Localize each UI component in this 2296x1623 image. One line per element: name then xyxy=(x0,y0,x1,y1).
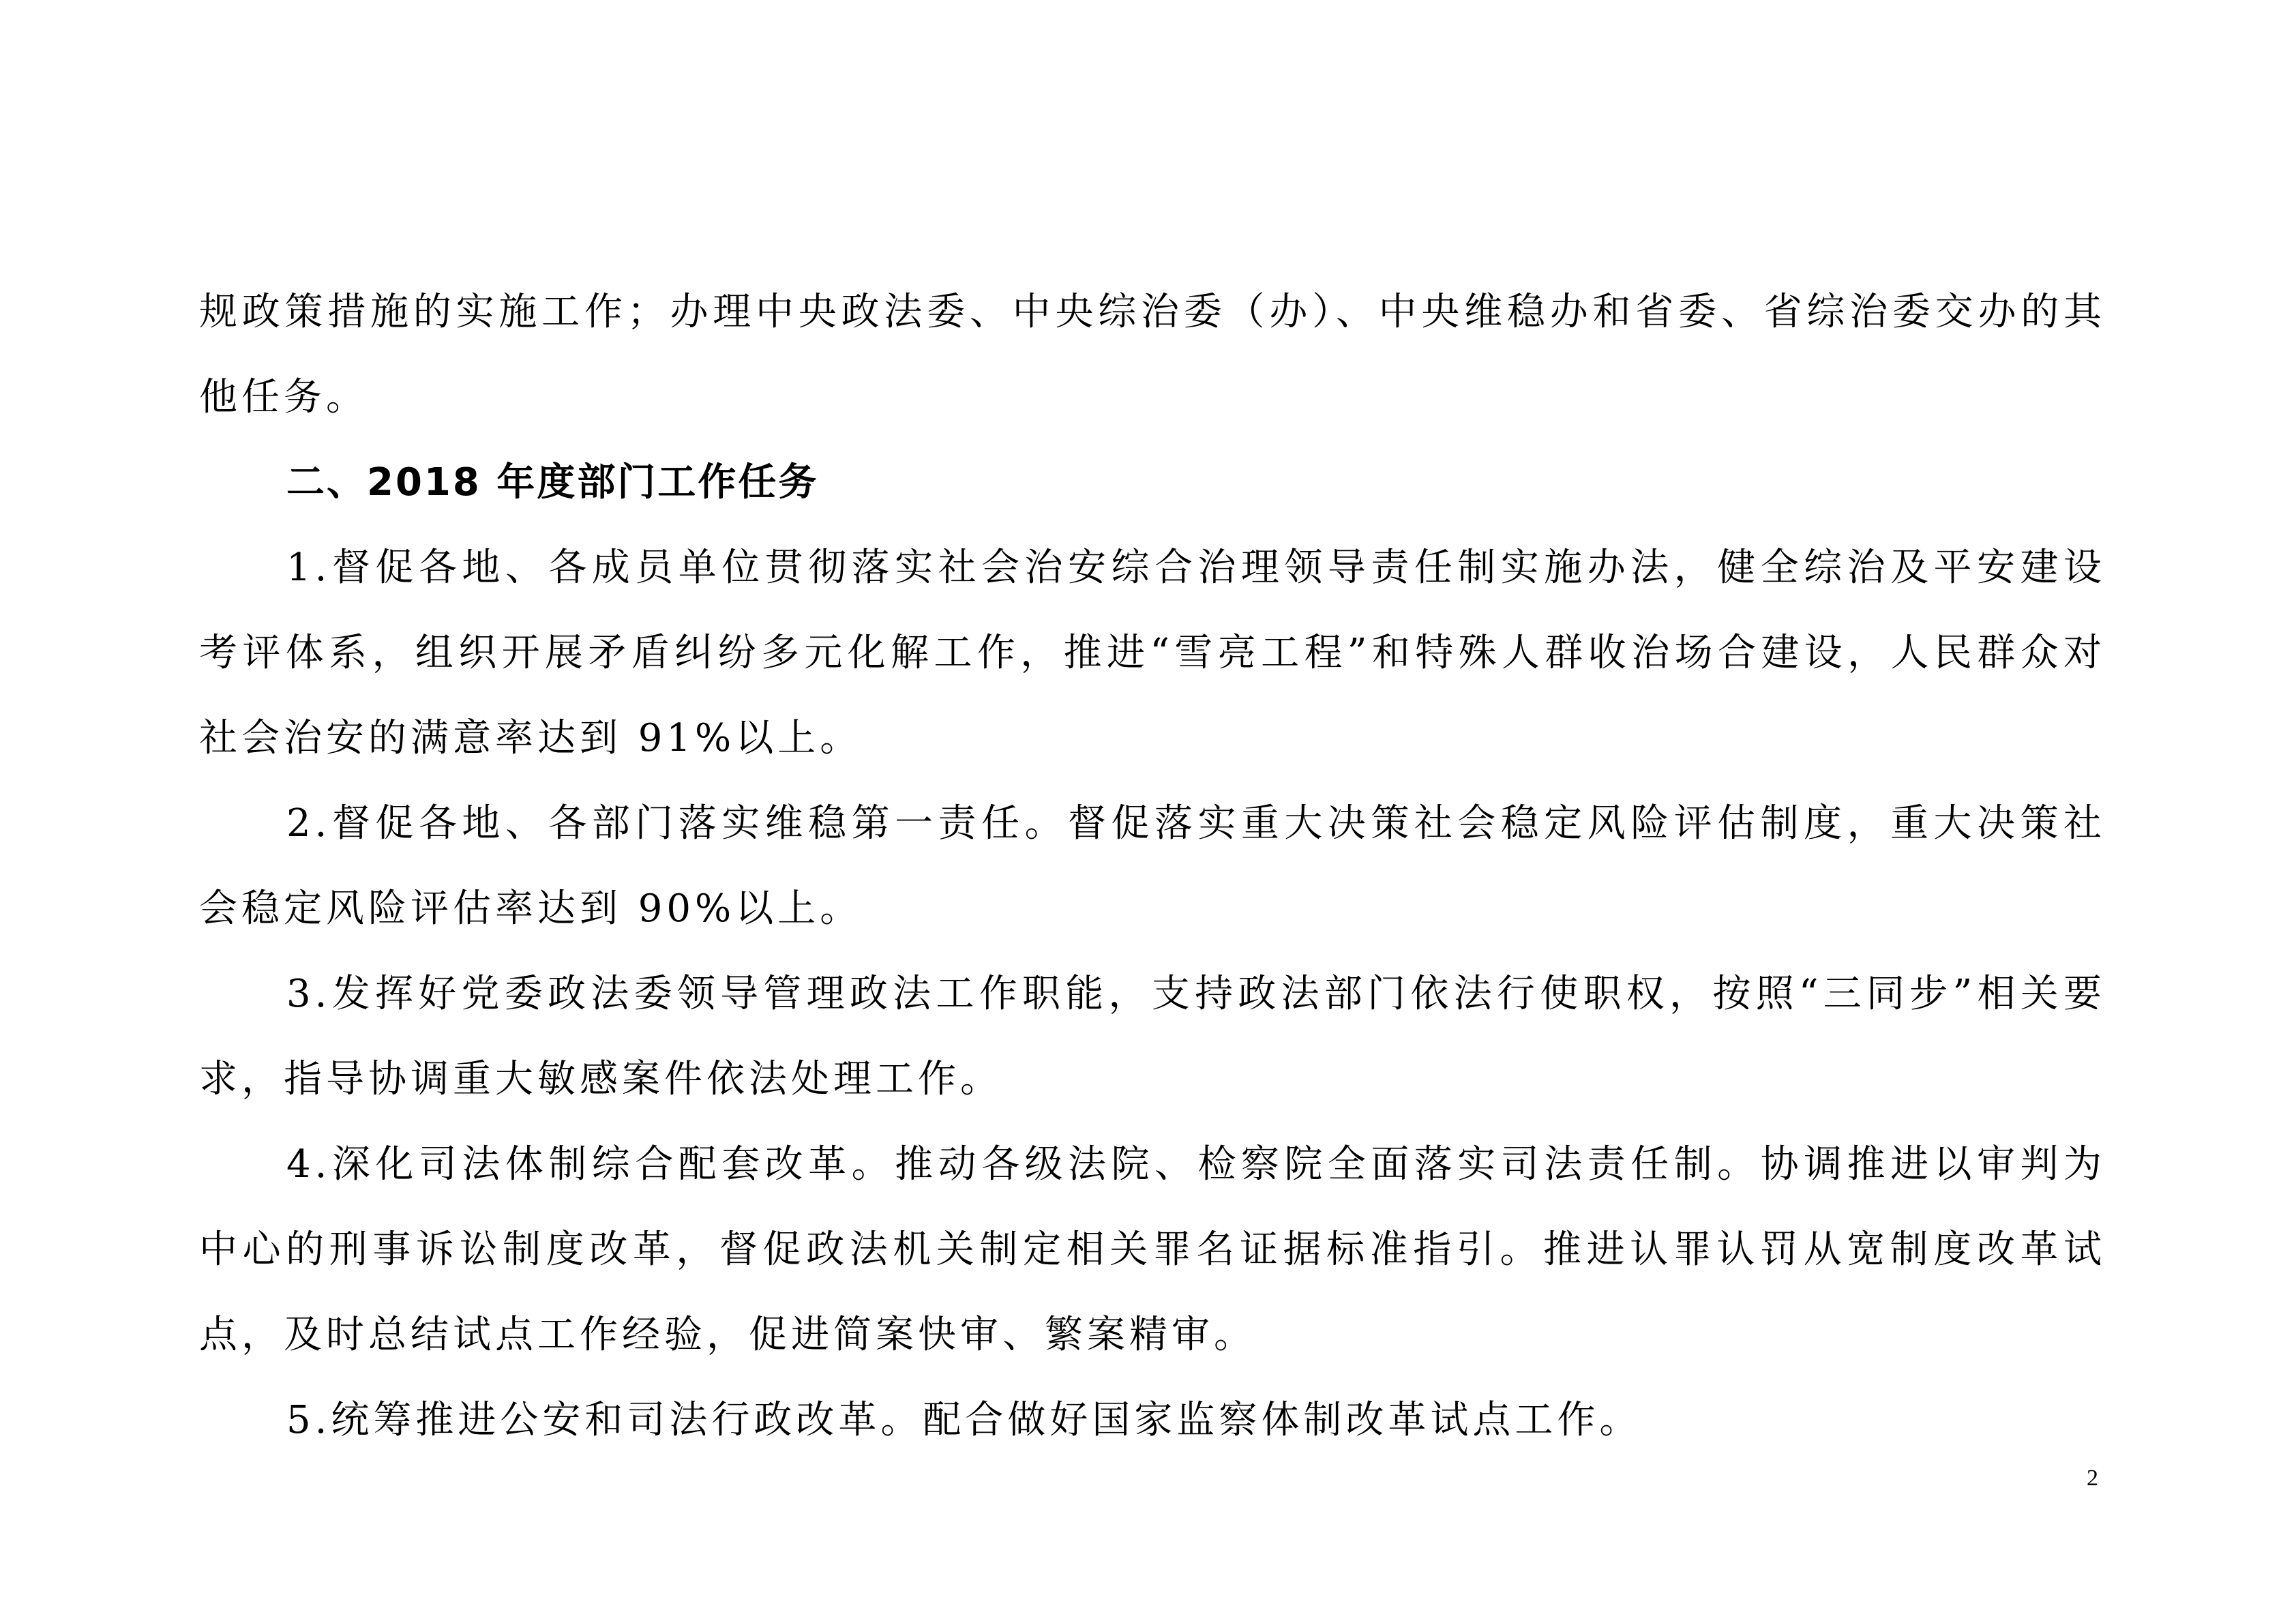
task-item-1: 1.督促各地、各成员单位贯彻落实社会治安综合治理领导责任制实施办法，健全综治及平安建设考评体系，组织开展矛盾纠纷多元化解工作，推进“雪亮工程”和特殊人群收治场合建设，人民群众对社会治安的满意率达到 91%以上。 xyxy=(199,546,2106,760)
paragraph-continued: 规政策措施的实施工作；办理中央政法委、中央综治委（办）、中央维稳办和省委、省综治委交办的其他任务。 xyxy=(199,290,2106,419)
page-number: 2 xyxy=(2087,1465,2098,1491)
document-body xyxy=(199,269,2106,1463)
task-item-5: 5.统筹推进公安和司法行政改革。配合做好国家监察体制改革试点工作。 xyxy=(286,1398,1642,1442)
task-item-3: 3.发挥好党委政法委领导管理政法工作职能，支持政法部门依法行使职权，按照“三同步”相关要求，指导协调重大敏感案件依法处理工作。 xyxy=(199,972,2106,1101)
task-item-2: 2.督促各地、各部门落实维稳第一责任。督促落实重大决策社会稳定风险评估制度，重大决策社会稳定风险评估率达到 90%以上。 xyxy=(199,801,2106,931)
task-item-4: 4.深化司法体制综合配套改革。推动各级法院、检察院全面落实司法责任制。协调推进以审判为中心的刑事诉讼制度改革，督促政法机关制定相关罪名证据标准指引。推进认罪认罚从宽制度改革试点，及时总结试点工作经验，促进简案快审、繁案精审。 xyxy=(199,1142,2106,1357)
section-heading: 二、2018 年度部门工作任务 xyxy=(286,460,819,505)
